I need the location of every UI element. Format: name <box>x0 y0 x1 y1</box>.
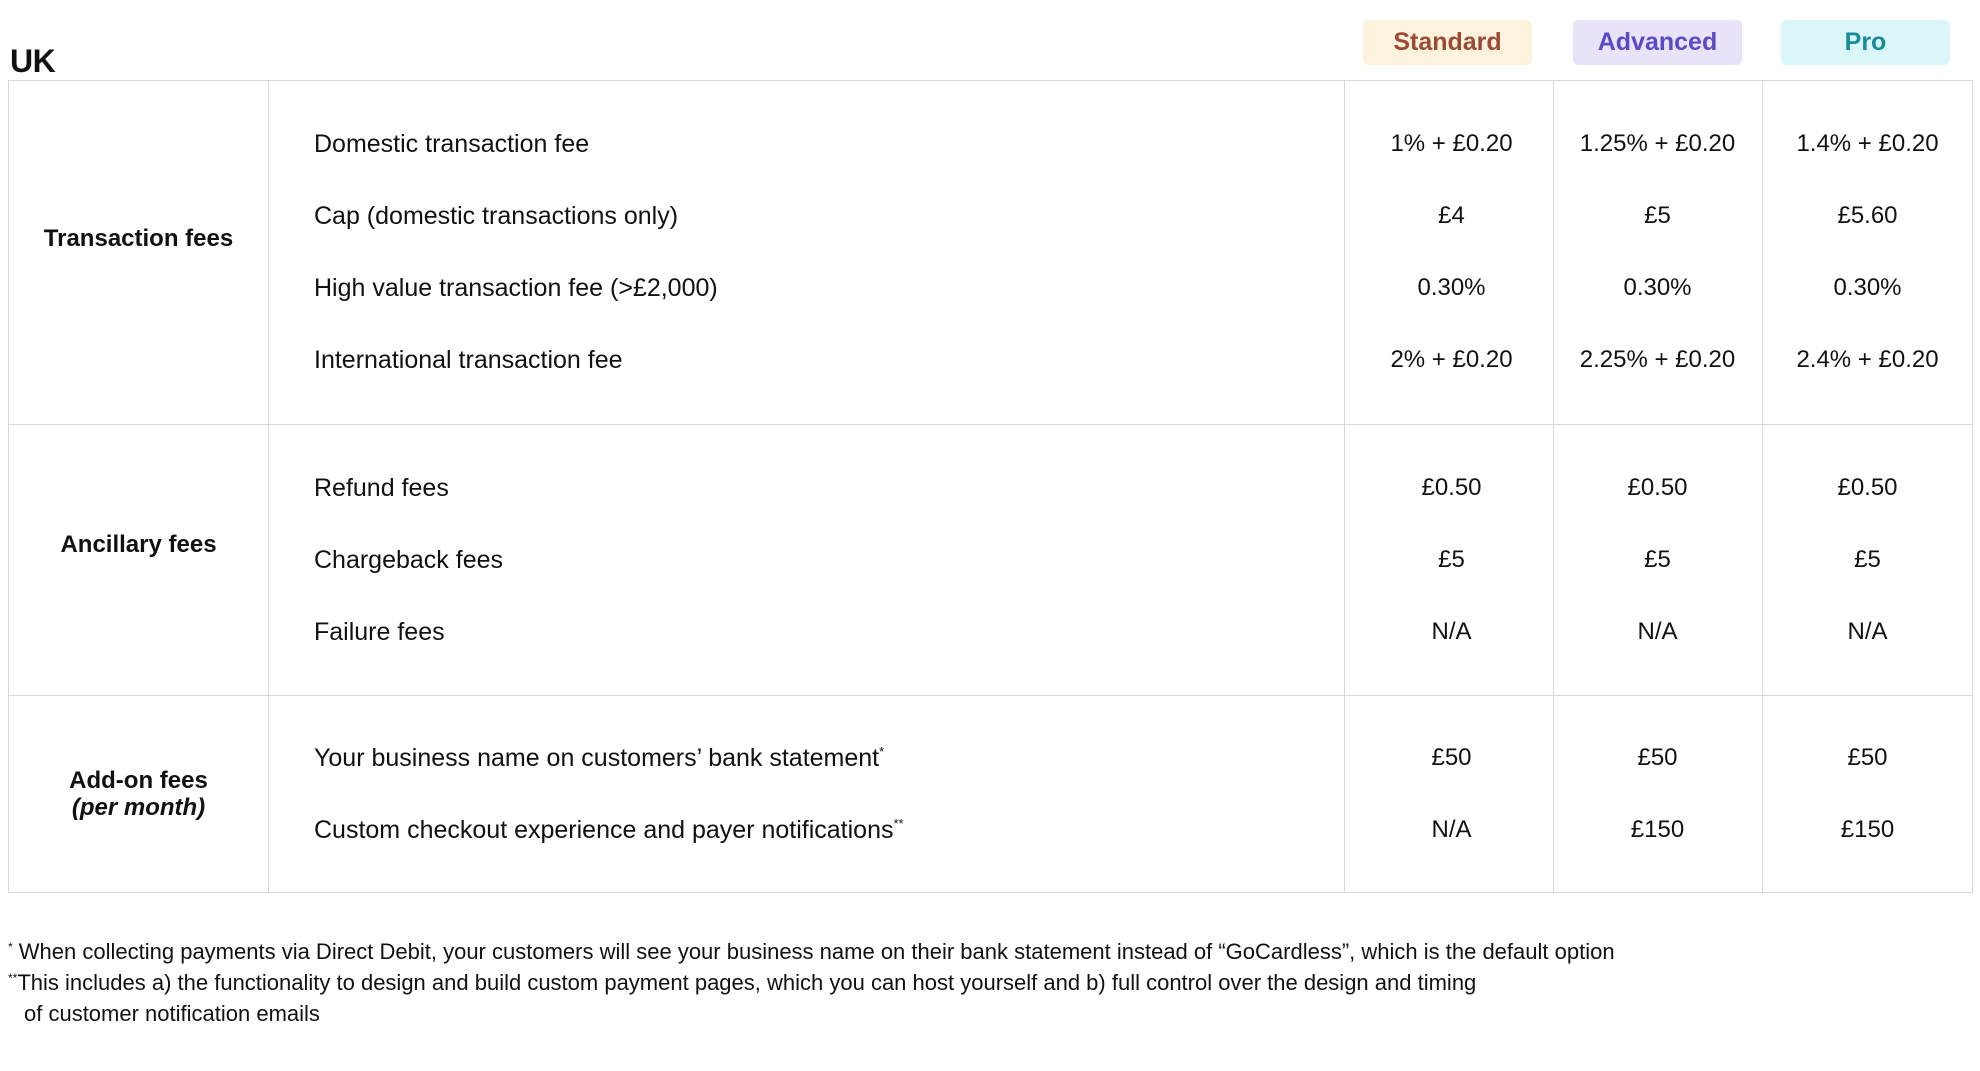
page-title: UK <box>10 43 56 79</box>
cell-business-name-advanced: £50 <box>1637 744 1678 771</box>
cell-refund-standard: £0.50 <box>1421 474 1482 501</box>
cell-chargeback-advanced: £5 <box>1644 546 1671 573</box>
cell-domestic-standard: 1% + £0.20 <box>1390 130 1513 157</box>
section-title: Add-on fees <box>69 767 208 794</box>
section-label-transaction-fees <box>9 225 268 252</box>
section-label-ancillary-fees <box>9 531 268 558</box>
cell-domestic-pro: 1.4% + £0.20 <box>1796 130 1939 157</box>
section-subtitle: (per month) <box>71 794 206 821</box>
cell-high-value-advanced: 0.30% <box>1623 274 1692 301</box>
footnote-1: * When collecting payments via Direct Debit, your customers will see your business name on their bank statement instead of “GoCardless”, which is the default option <box>8 939 1615 964</box>
plan-header-advanced: Advanced <box>1573 20 1742 65</box>
row-label-high-value-fee: High value transaction fee (>£2,000) <box>314 274 718 302</box>
cell-custom-checkout-pro: £150 <box>1840 816 1895 843</box>
row-label-chargeback-fees: Chargeback fees <box>314 546 504 574</box>
section-title: Ancillary fees <box>60 531 217 558</box>
footnote-2-continuation: of customer notification emails <box>24 1001 320 1026</box>
cell-refund-advanced: £0.50 <box>1627 474 1688 501</box>
cell-failure-advanced: N/A <box>1637 618 1678 645</box>
row-label-international-fee: International transaction fee <box>314 346 623 374</box>
cell-failure-standard: N/A <box>1431 618 1472 645</box>
footnote-2: **This includes a) the functionality to design and build custom payment pages, which you can host yourself and b) full control over the design and timing <box>8 970 1477 995</box>
section-label-add-on-fees <box>9 767 268 821</box>
cell-business-name-pro: £50 <box>1847 744 1888 771</box>
cell-domestic-advanced: 1.25% + £0.20 <box>1579 130 1736 157</box>
footnote-marker: * <box>879 744 885 759</box>
row-label-failure-fees: Failure fees <box>314 618 445 646</box>
cell-international-advanced: 2.25% + £0.20 <box>1579 346 1736 373</box>
footnote-marker: ** <box>893 816 904 831</box>
pricing-table <box>8 80 1973 893</box>
section-title: Transaction fees <box>43 225 234 252</box>
cell-international-pro: 2.4% + £0.20 <box>1796 346 1939 373</box>
column-divider <box>268 81 269 892</box>
cell-custom-checkout-standard: N/A <box>1431 816 1472 843</box>
cell-cap-standard: £4 <box>1438 202 1465 229</box>
section-divider <box>9 424 1972 425</box>
row-label-refund-fees: Refund fees <box>314 474 449 502</box>
cell-cap-pro: £5.60 <box>1837 202 1898 229</box>
plan-header-standard: Standard <box>1363 20 1532 65</box>
cell-refund-pro: £0.50 <box>1837 474 1898 501</box>
cell-international-standard: 2% + £0.20 <box>1390 346 1513 373</box>
section-divider <box>9 695 1972 696</box>
plan-header-pro: Pro <box>1781 20 1950 65</box>
cell-chargeback-pro: £5 <box>1854 546 1881 573</box>
row-label-custom-checkout: Custom checkout experience and payer notifications** <box>314 816 904 844</box>
row-label-business-name: Your business name on customers’ bank statement* <box>314 744 885 772</box>
cell-custom-checkout-advanced: £150 <box>1630 816 1685 843</box>
row-label-domestic-transaction-fee: Domestic transaction fee <box>314 130 590 158</box>
cell-failure-pro: N/A <box>1847 618 1888 645</box>
cell-high-value-pro: 0.30% <box>1833 274 1902 301</box>
row-label-cap: Cap (domestic transactions only) <box>314 202 679 230</box>
cell-chargeback-standard: £5 <box>1438 546 1465 573</box>
footnotes <box>8 936 1615 1029</box>
cell-cap-advanced: £5 <box>1644 202 1671 229</box>
cell-high-value-standard: 0.30% <box>1417 274 1486 301</box>
cell-business-name-standard: £50 <box>1431 744 1472 771</box>
